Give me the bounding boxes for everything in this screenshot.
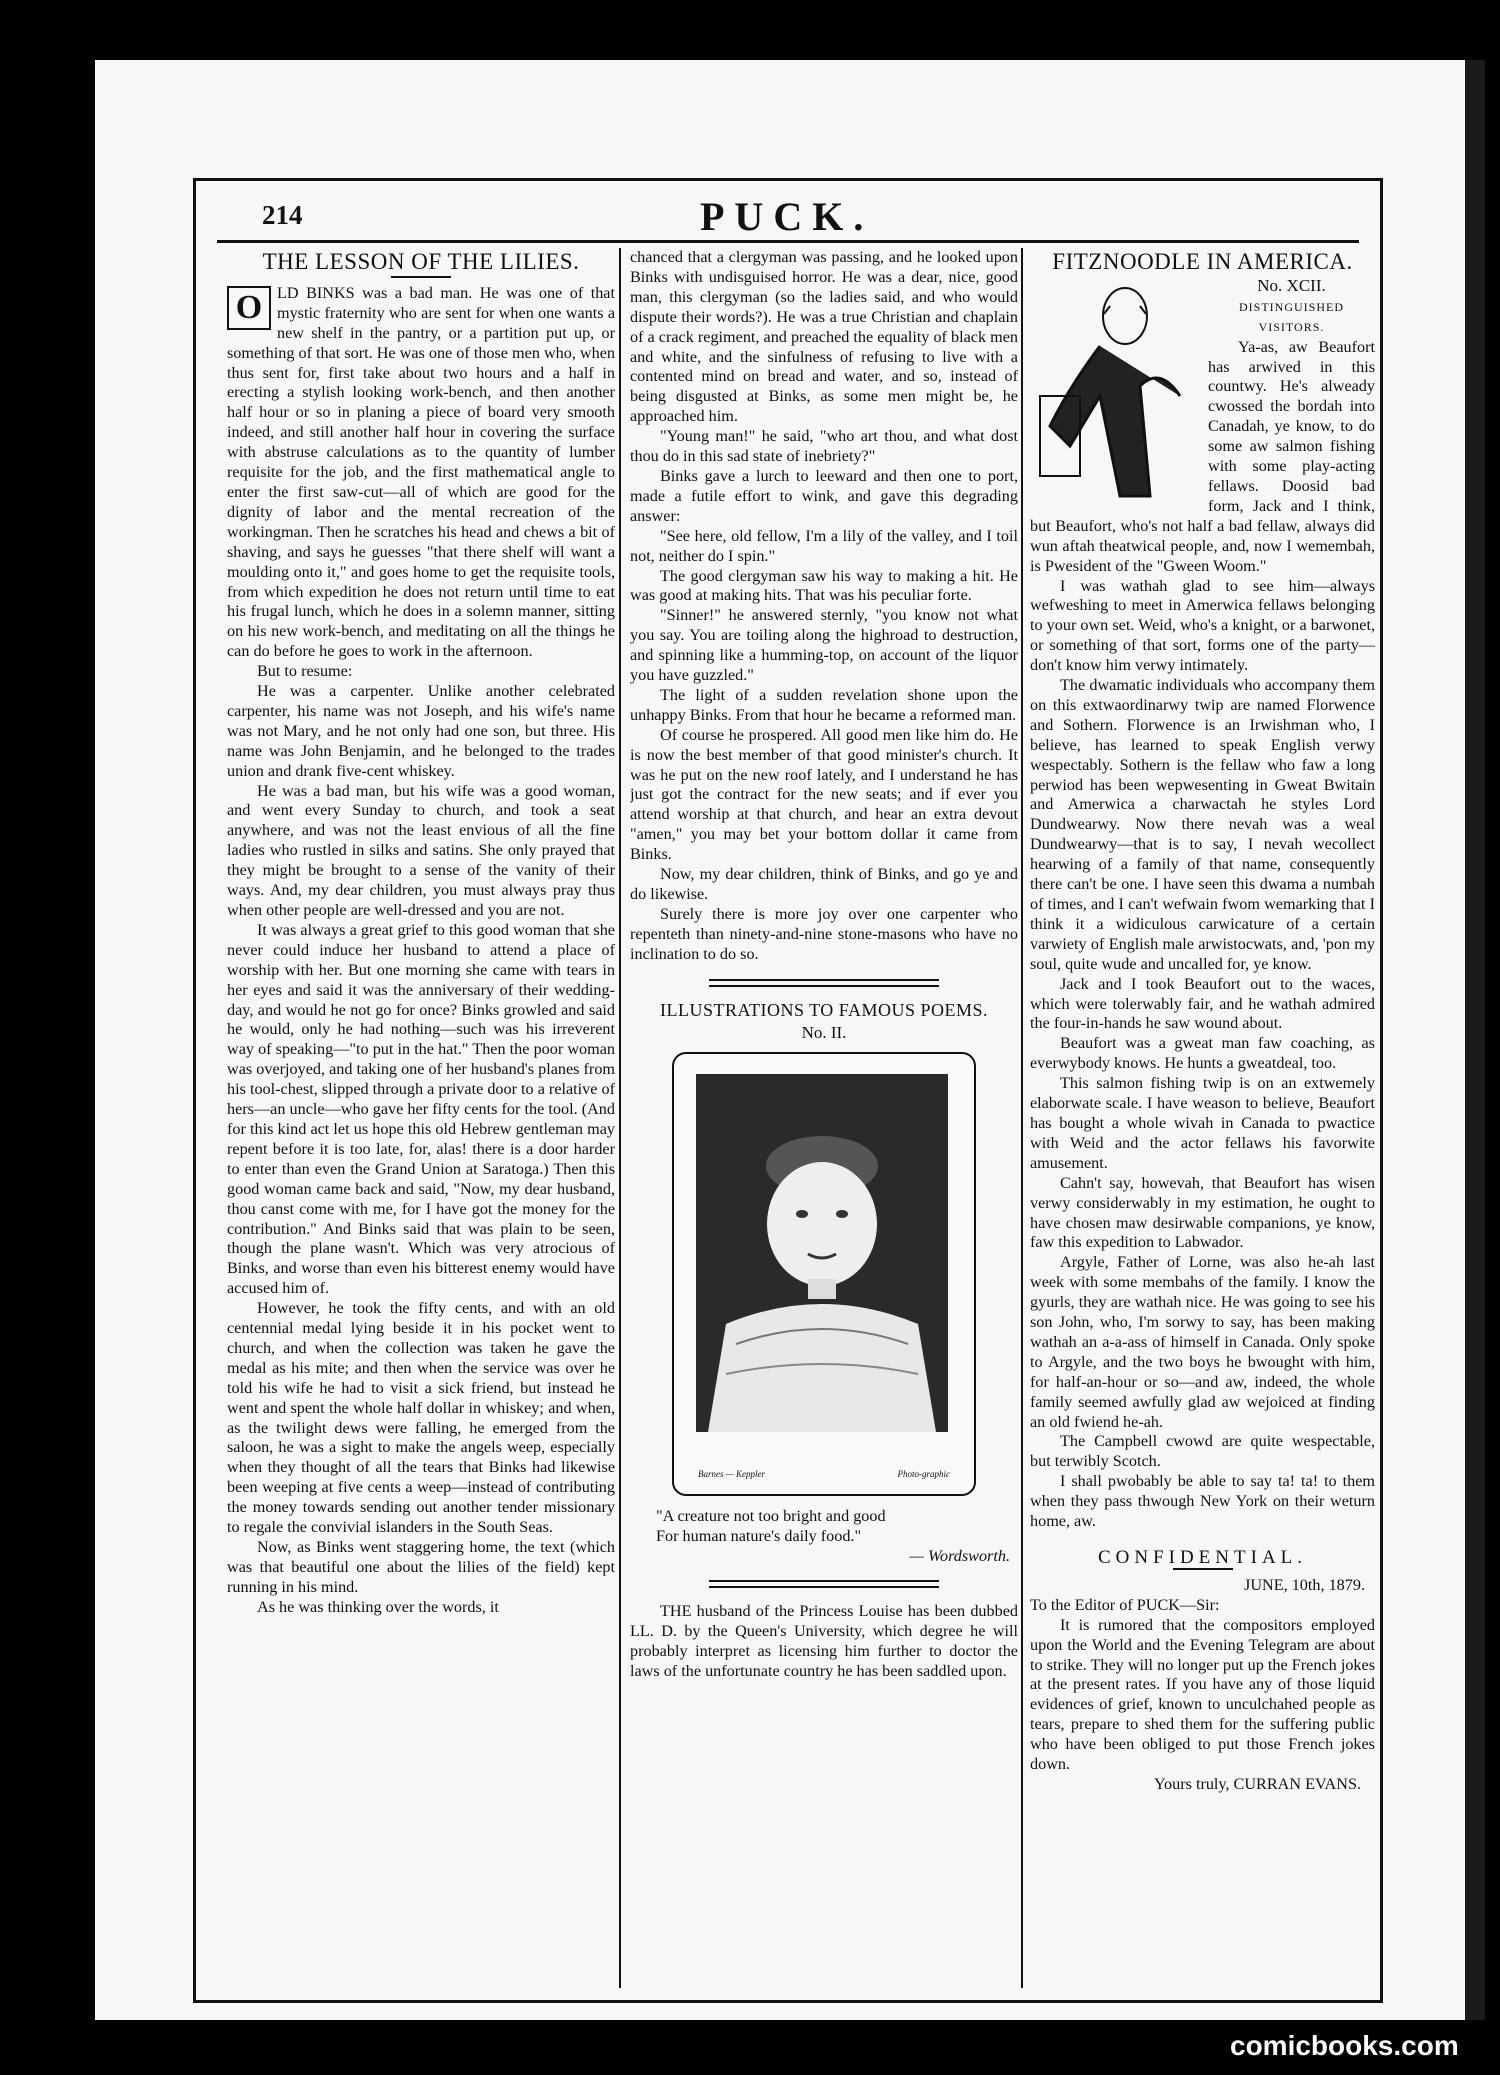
- series-number: No. XCII.: [1257, 275, 1326, 295]
- section-double-rule: [709, 1580, 939, 1588]
- column-middle: [630, 248, 1018, 1988]
- paragraph: He was a carpenter. Unlike another celebrated carpenter, his name was not Joseph, and his wife's name was not Mary, and he not only had one son, but three. His name was John Benjamin, and he belonged to the trades union and drank five-cent whiskey.: [227, 682, 615, 780]
- paragraph: Binks gave a lurch to leeward and then one to port, made a futile effort to wink, and gave this degrading answer:: [630, 466, 1018, 525]
- paragraph: Surely there is more joy over one carpenter who repenteth than ninety-and-nine stone-masons who have no inclination to do so.: [630, 904, 1018, 963]
- illustration-number: No. II.: [801, 1022, 847, 1042]
- paragraph: This salmon fishing twip is on an extwemely elaborwate scale. I have weason to believe, Beaufort has bought a whole wivah in Canada to pwactice with Weid and the actor fellaws his favorwite amusement.: [1030, 1074, 1375, 1172]
- paragraph: "See here, old fellow, I'm a lily of the valley, and I toil not, neither do I spin.": [630, 526, 1018, 565]
- illustration-frame: [672, 1052, 976, 1496]
- paragraph: "Sinner!" he answered sternly, "you know not what you say. You are toiling along the highroad to destruction, and spinning like a humming-top, on account of the liquor you have guzzled.": [630, 606, 1018, 685]
- column-fitznoodle: [1030, 248, 1375, 1988]
- letter-salutation: To the Editor of PUCK—Sir:: [1030, 1595, 1220, 1614]
- paragraph: Jack and I took Beaufort out to the waces, which were tolerwably fair, and he wathah admired the four-in-hands he saw wound about.: [1030, 974, 1375, 1033]
- confidential-heading: CONFIDENTIAL.: [1097, 1547, 1308, 1568]
- article-title-fitznoodle: FITZNOODLE IN AMERICA.: [1052, 249, 1353, 274]
- column-divider-1: [619, 248, 621, 1988]
- paragraph: Now, as Binks went staggering home, the text (which was that beautiful one about the lilies of the field) kept running in his mind.: [227, 1538, 615, 1596]
- letter-date: JUNE, 10th, 1879.: [1244, 1575, 1365, 1594]
- paragraph: But to resume:: [257, 662, 353, 681]
- paragraph: Of course he prospered. All good men like him do. He is now the best member of that good minister's church. It was he put on the new roof lately, and I understand he has just got the contract for the new seats; and if ever you attend worship at that church, and hear an extra devout "amen," you may bet your bottom dollar it came from Binks.: [630, 725, 1018, 864]
- caption-line: "A creature not too bright and good: [656, 1507, 886, 1526]
- caption-attribution: — Wordsworth.: [909, 1547, 1010, 1566]
- artist-right: Photo-graphic: [897, 1468, 950, 1479]
- paragraph-louise: THE husband of the Princess Louise has been dubbed LL. D. by the Queen's University, which degree he will probably interpret as licensing him further to doctor the laws of the unfortunate country he has been saddled upon.: [630, 1602, 1018, 1681]
- caption-line: For human nature's daily food.": [656, 1527, 862, 1546]
- column-divider-2: [1021, 248, 1023, 1988]
- paragraph: Beaufort was a gweat man faw coaching, as everwybody knows. He hunts a gweatdeal, too.: [1030, 1034, 1375, 1073]
- section-double-rule: [709, 979, 939, 987]
- paragraph: Cahn't say, howevah, that Beaufort has wisen verwy considerwably in my estimation, he ought to have chosen maw desirwable companions, ye know, faw this expedition to Labwador.: [1030, 1173, 1375, 1252]
- paragraph: It was always a great grief to this good woman that she never could induce her husband to attend a place of worship with her. But one morning she came with tears in her eyes and said it was the anniversary of their wedding-day, and would he not go for once? Binks growled and said he would, only he had nothing—such was his irreverent way of speaking—"to put in the hat." Then the poor woman was overjoyed, and taking one of her husband's planes from his tool-chest, slipped through a private door to a relative of hers—an uncle—who gave her fifty cents for the tool. (And for this kind act let us hope this old Hebrew gentleman may repent before it is too late, for, alas! there is a door harder to enter than even the Grand Union at Saratoga.) Then this good woman came back and said, "Now, my dear husband, thou canst come with me, for I have got the money for the contribution." And Binks said that was plain to be seen, though the plane wasn't. Which was very atrocious of Binks, and worse than even his bitterest enemy would have accused him of.: [227, 920, 615, 1298]
- paragraph: Now, my dear children, think of Binks, and go ye and do likewise.: [630, 865, 1018, 903]
- book-spine: [1465, 60, 1485, 2020]
- paragraph: However, he took the fifty cents, and with an old centennial medal lying beside it in his pocket went to church, and when the collection was taken he gave the medal as his mite; and then when the service was over he told his wife he had to visit a sick friend, but instead he went and spent the whole half dollar in whiskey; and when, as the twilight dews were falling, he emerged from the saloon, he was a sight to make the angels weep, especially when they thought of all the tears that Binks had likewise been weeping at five cents a weep—instead of contributing the money towards sending out another tender missionary to regale the convivial islanders in the South Seas.: [227, 1299, 615, 1537]
- article-subtitle: DISTINGUISHED VISITORS.: [1239, 299, 1344, 334]
- paragraph: chanced that a clergyman was passing, and he looked upon Binks with undisguised horror. He was a dear, nice, good man, this clergyman (so the ladies said, and who would dispute their words?). He was a true Christian and chaplain of a crack regiment, and preached the equality of black men and white, and the sinfulness of refusing to live with a contented mind on bread and water, and so, instead of being disgusted at Binks, as some men might be, he approached him.: [630, 248, 1018, 426]
- illustration-heading: ILLUSTRATIONS TO FAMOUS POEMS.: [659, 999, 989, 1020]
- illustration-signatures: [698, 1465, 950, 1485]
- drop-cap: O: [227, 286, 271, 330]
- illustration-caption: [656, 1506, 1018, 1566]
- page-number: 214: [262, 200, 303, 230]
- paragraph: "Young man!" he said, "who art thou, and what dost thou do in this sad state of inebriety?": [630, 427, 1018, 466]
- illustration-woman: [696, 1074, 948, 1432]
- paragraph: I shall pwobably be able to say ta! ta! to them when they pass thwough New York on their weturn home, aw.: [1030, 1472, 1375, 1531]
- site-watermark: comicbooks.com: [1230, 2030, 1459, 2061]
- paragraph: The dwamatic individuals who accompany them on this extwaordinarwy twip are named Florwence and Sothern. Florwence is an Irwishman who, I believe, has learned to speak English verwy wespectably. Sothern is the fellaw who faw a long perwiod has been wepwesenting in Gweat Bwitain and Amerwica a charwactah he styles Lord Dundwearwy. Now there nevah was a weal Dundwearwy—that is to say, I nevah wecollect hearwing of a family of that name, consequently there can't be one. I have seen this dwama a numbah of times, and I can't wefwain fwom wemarking that I think it a widiculous carwicature of a certain varwiety of English male arwistocwats, and, 'pon my soul, quite wude and uncalled for, ye know.: [1030, 676, 1375, 973]
- paragraph: The Campbell cwowd are quite wespectable, but terwibly Scotch.: [1030, 1432, 1375, 1471]
- paragraph: I was wathah glad to see him—always wefweshing to meet in Amerwica fellaws belonging to your own set. Weid, who's a knight, or a barwonet, or something of that sort, forms one of the party—don't know him verwy intimately.: [1030, 576, 1375, 675]
- title-rule: [1173, 1568, 1233, 1570]
- masthead-rule: [217, 240, 1359, 243]
- paragraph: Ya-as, aw Beaufort has arwived in this countwy. He's alweady cwossed the bordah into Canadah, ye know, to do some aw salmon fishing with some play-acting fellaws. Doosid bad form, Jack and I think, but Beaufort, who's not half a bad fellaw, always did wun aftah theatwical people, and, now I wemembah, is Pwesident of the "Gween Woom.": [1030, 337, 1375, 575]
- column-lilies: [227, 248, 615, 1988]
- article-title-lilies: THE LESSON OF THE LILIES.: [262, 249, 580, 274]
- paragraph: As he was thinking over the words, it: [257, 1597, 499, 1616]
- illustration-fitznoodle: [1030, 276, 1200, 506]
- paragraph: LD BINKS was a bad man. He was one of that mystic fraternity who are sent for when one wants a new shelf in the pantry, or a partition put up, or something of that sort. He was one of those men who, when thus sent for, first take about two hours and a half in erecting a stylish looking work-bench, and then another half hour or so in planing a piece of board very smooth indeed, and still another half hour in covering the surface with abstruse calculations as to the quantity of lumber requisite for the job, and the first mathematical angle to enter the first saw-cut—all of which are good for the dignity of labor and the mental recreation of the workingman. Then he scratches his head and chews a bit of shaving, and says he guesses "that there shelf will want a moulding onto it," and goes home to get the requisite tools, from which expedition he does not return until time to eat his frugal lunch, which he does in a solemn manner, sitting on his new work-bench, and meditating on all the things he can do before he goes to work in the afternoon.: [227, 283, 615, 661]
- letter-body: It is rumored that the compositors employed upon the World and the Evening Telegram are about to strike. They will no longer put up the French jokes at the present rates. If you have any of those liquid evidences of grief, known to unculchahed people as tears, prepare to shed them for the suffering public who have been obliged to put those French jokes down.: [1030, 1615, 1375, 1774]
- paragraph: The good clergyman saw his way to making a hit. He was good at making hits. That was his peculiar forte.: [630, 566, 1018, 605]
- artist-left: Barnes — Keppler: [698, 1468, 765, 1479]
- masthead-title: PUCK.: [700, 194, 874, 239]
- title-rule: [391, 276, 451, 278]
- paragraph: Argyle, Father of Lorne, was also he-ah last week with some membahs of the family. I know the gyurls, they are wathah nice. He was going to see his son John, who, I'm sorwy to say, has been making wathah an a-a-ass of himself in Canada. Only spoke to Argyle, and the two boys he bwought with him, for half-an-hour or so—and aw, indeed, the whole family seemed awfully glad aw wejoiced at finding an old fwiend he-ah.: [1030, 1253, 1375, 1431]
- letter-signature: Yours truly, CURRAN EVANS.: [1153, 1774, 1361, 1793]
- paragraph: He was a bad man, but his wife was a good woman, and went every Sunday to church, and took a seat anywhere, and was not the least envious of all the fine ladies who rustled in silks and satins. She only prayed that they might be brought to a sense of the vanity of their ways. And, my dear children, you must always pray thus when other people are well-dressed and you are not.: [227, 781, 615, 919]
- paragraph: The light of a sudden revelation shone upon the unhappy Binks. From that hour he became a reformed man.: [630, 685, 1018, 724]
